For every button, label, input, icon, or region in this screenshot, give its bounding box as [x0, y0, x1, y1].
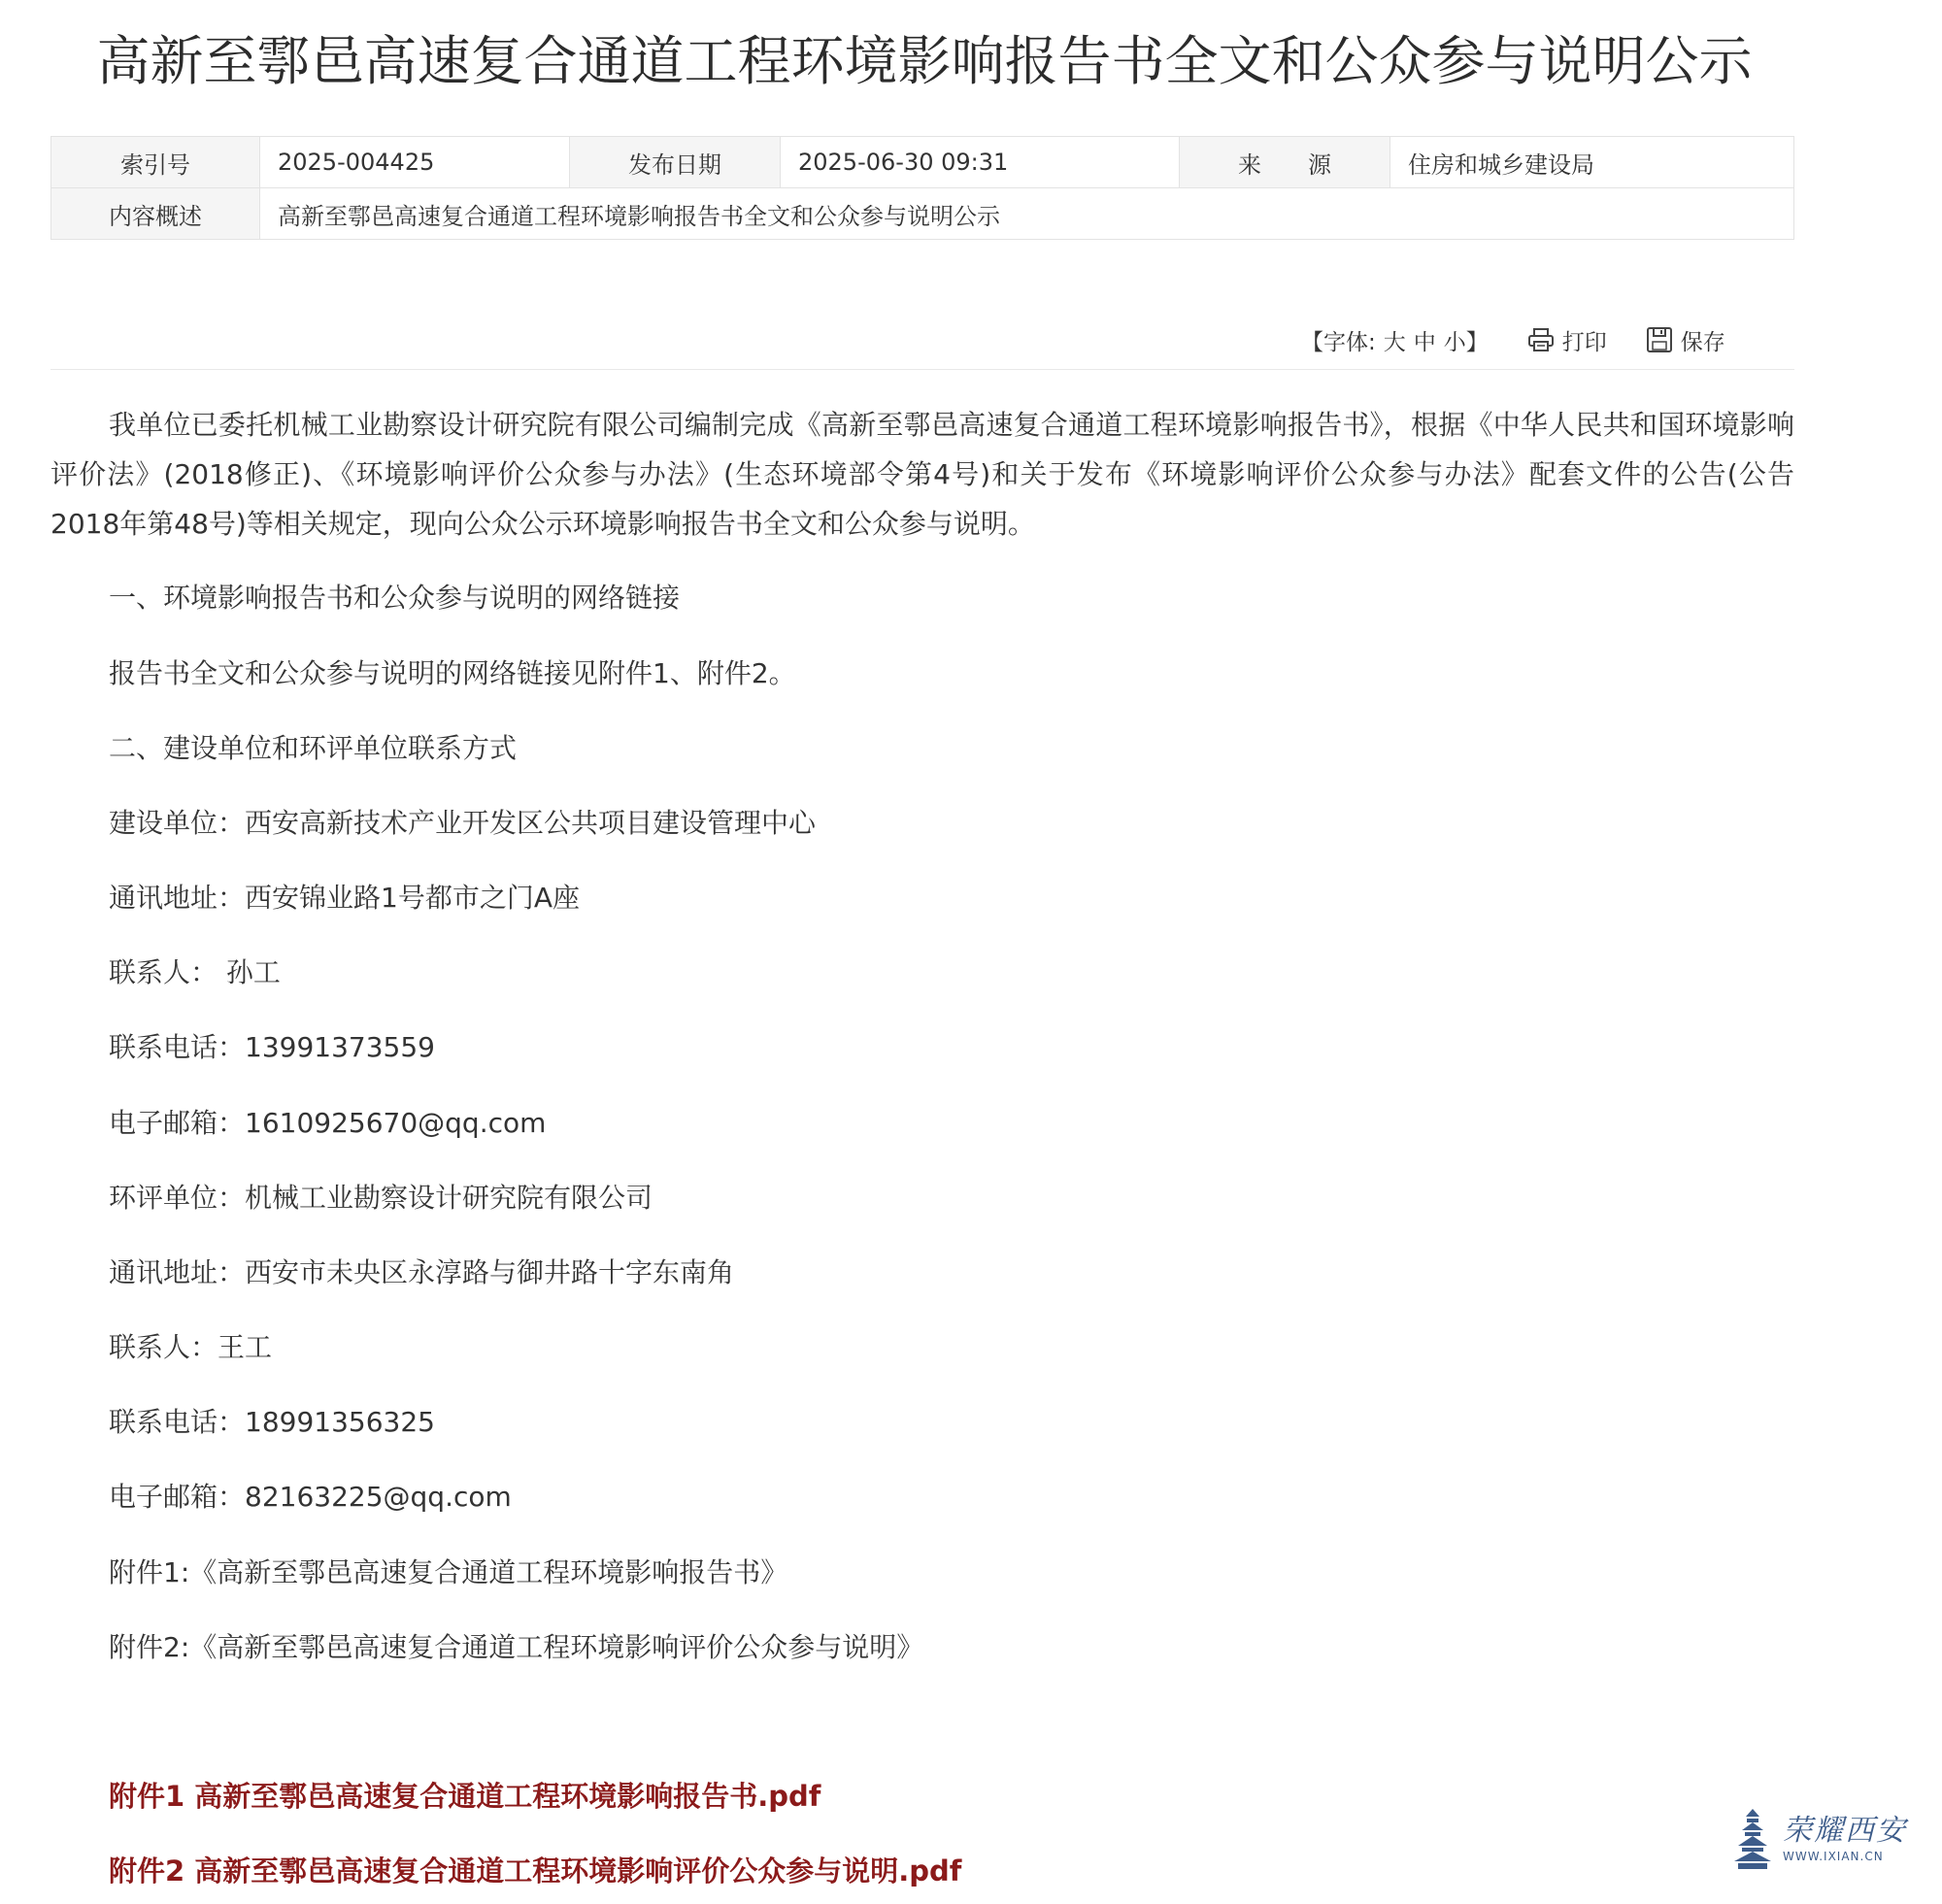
- index-value: 2025-004425: [260, 137, 570, 188]
- body-line: 联系人：王工: [109, 1331, 273, 1363]
- meta-row: [51, 188, 1794, 240]
- summary-label: 内容概述: [51, 188, 260, 240]
- article-body: [50, 400, 1794, 1887]
- date-value: 2025-06-30 09:31: [781, 137, 1180, 188]
- index-label: 索引号: [51, 137, 260, 188]
- body-line: 联系电话：18991356325: [109, 1406, 435, 1438]
- divider: [50, 369, 1794, 370]
- font-size-control: [1301, 324, 1489, 356]
- summary-value: 高新至鄠邑高速复合通道工程环境影响报告书全文和公众参与说明公示: [260, 188, 1794, 240]
- body-line: 联系电话：13991373559: [109, 1031, 435, 1063]
- watermark-text: [1783, 1814, 1907, 1864]
- font-size-suffix: 】: [1465, 329, 1489, 355]
- attachment-reference: 附件1:《高新至鄠邑高速复合通道工程环境影响报告书》: [109, 1556, 788, 1588]
- font-size-large-button[interactable]: 大: [1383, 329, 1406, 355]
- section-heading: 一、环境影响报告书和公众参与说明的网络链接: [109, 582, 681, 614]
- body-line: 通讯地址：西安市未央区永淳路与御井路十字东南角: [109, 1256, 735, 1288]
- font-size-small-button[interactable]: 小: [1443, 329, 1466, 355]
- meta-table: [50, 136, 1794, 240]
- save-button[interactable]: [1646, 324, 1725, 356]
- body-line: 报告书全文和公众参与说明的网络链接见附件1、附件2。: [109, 657, 796, 689]
- print-label: 打印: [1561, 329, 1607, 355]
- tower-icon: [1730, 1807, 1775, 1871]
- page-title: 高新至鄠邑高速复合通道工程环境影响报告书全文和公众参与说明公示: [96, 30, 1753, 92]
- body-line: 建设单位：西安高新技术产业开发区公共项目建设管理中心: [109, 807, 817, 839]
- watermark-url: WWW.IXIAN.CN: [1783, 1850, 1884, 1863]
- date-label: 发布日期: [570, 137, 781, 188]
- meta-row: [51, 137, 1794, 188]
- attachment-1-link[interactable]: 附件1 高新至鄠邑高速复合通道工程环境影响报告书.pdf: [109, 1780, 821, 1813]
- article-toolbar: [1301, 322, 1725, 357]
- save-label: 保存: [1680, 329, 1725, 355]
- section-heading: 二、建设单位和环评单位联系方式: [109, 732, 518, 764]
- attachment-2-link[interactable]: 附件2 高新至鄠邑高速复合通道工程环境影响评价公众参与说明.pdf: [109, 1854, 962, 1887]
- font-size-medium-button[interactable]: 中: [1413, 329, 1436, 355]
- source-label: 来 源: [1180, 137, 1390, 188]
- watermark-logo: [1730, 1804, 1925, 1874]
- body-line: 电子邮箱：1610925670@qq.com: [109, 1107, 547, 1139]
- body-line: 电子邮箱：82163225@qq.com: [109, 1481, 512, 1513]
- watermark-brand: 荣耀西安: [1783, 1814, 1907, 1848]
- body-line: 通讯地址：西安锦业路1号都市之门A座: [109, 882, 580, 914]
- attachment-reference: 附件2:《高新至鄠邑高速复合通道工程环境影响评价公众参与说明》: [109, 1631, 924, 1663]
- printer-icon: [1527, 327, 1555, 352]
- body-line: 环评单位：机械工业勘察设计研究院有限公司: [109, 1182, 653, 1214]
- font-size-prefix: 【字体:: [1301, 329, 1376, 355]
- intro-paragraph: 我单位已委托机械工业勘察设计研究院有限公司编制完成《高新至鄠邑高速复合通道工程环境影响报告书》，根据《中华人民共和国环境影响评价法》(2018修正)、《环境影响评价公众参与办法》(生态环境部令第4号)和关于发布《环境影响评价公众参与办法》配套文件的公告(公告2018年第48号)等相关规定，现向公众公示环境影响报告书全文和公众参与说明。: [50, 409, 1794, 540]
- body-line: 联系人： 孙工: [109, 956, 281, 988]
- save-icon: [1646, 326, 1673, 353]
- source-value: 住房和城乡建设局: [1390, 137, 1794, 188]
- print-button[interactable]: [1527, 324, 1607, 356]
